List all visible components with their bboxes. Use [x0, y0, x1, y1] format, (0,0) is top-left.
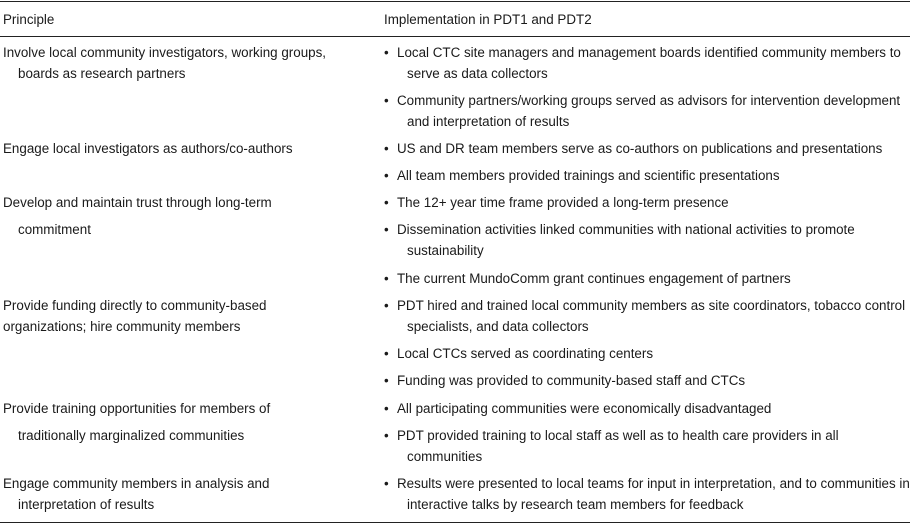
row-6-bullet-1 — [384, 473, 909, 515]
bullet-text: serve as data collectors — [407, 66, 548, 81]
bullet-text: Local CTC site managers and management boards identified community members to — [397, 45, 901, 60]
bullet-text: The current MundoComm grant continues engagement of partners — [397, 271, 791, 286]
principle-line: Provide funding directly to community-based — [3, 298, 267, 313]
bullet-text: interactive talks by research team members for feedback — [407, 497, 744, 512]
bullet-text: specialists, and data collectors — [407, 319, 589, 334]
row-1-principle — [3, 42, 363, 84]
row-1-bullet-1 — [384, 42, 909, 84]
bullet-text: US and DR team members serve as co-authors on publications and presentations — [397, 141, 883, 156]
row-4-principle — [3, 295, 363, 337]
bullet-text: Funding was provided to community-based staff and CTCs — [397, 373, 746, 388]
row-4-bullet-3 — [384, 370, 909, 391]
bullet-text: and interpretation of results — [407, 114, 570, 129]
bullet-dot: • — [384, 476, 389, 491]
bullet-dot: • — [384, 195, 389, 210]
principle-line: commitment — [18, 222, 91, 237]
bullet-text: Results were presented to local teams for input in interpretation, and to communities in — [397, 476, 910, 491]
bullet-dot: • — [384, 428, 389, 443]
bullet-dot: • — [384, 168, 389, 183]
bullet-text: Local CTCs served as coordinating centers — [397, 346, 654, 361]
principle-line: Provide training opportunities for members of — [3, 401, 271, 416]
bullet-dot: • — [384, 346, 389, 361]
column-header-implementation: Implementation in PDT1 and PDT2 — [384, 12, 592, 27]
row-3-principle — [3, 192, 363, 240]
principle-line: Involve local community investigators, working groups, — [3, 45, 327, 60]
bullet-text: The 12+ year time frame provided a long-term presence — [397, 195, 729, 210]
row-5-bullet-1 — [384, 398, 909, 419]
principle-line: Develop and maintain trust through long-term — [3, 195, 272, 210]
bullet-text: Community partners/working groups served as advisors for intervention development — [397, 93, 901, 108]
row-6-principle — [3, 473, 363, 515]
row-5-principle — [3, 398, 363, 446]
principle-line: traditionally marginalized communities — [18, 428, 245, 443]
principle-line: Engage local investigators as authors/co-authors — [3, 141, 293, 156]
table-header-rule — [0, 36, 910, 37]
bullet-dot: • — [384, 93, 389, 108]
principle-line: boards as research partners — [18, 66, 186, 81]
principle-line: interpretation of results — [18, 497, 155, 512]
bullet-dot: • — [384, 373, 389, 388]
bullet-dot: • — [384, 222, 389, 237]
row-5-bullet-2 — [384, 425, 909, 467]
bullet-dot: • — [384, 401, 389, 416]
bullet-dot: • — [384, 45, 389, 60]
bullet-text: sustainability — [407, 243, 484, 258]
row-2-principle — [3, 138, 363, 159]
bullet-text: communities — [407, 449, 483, 464]
row-1-bullet-2 — [384, 90, 909, 132]
bullet-text: All participating communities were economically disadvantaged — [397, 401, 772, 416]
bullet-text: PDT provided training to local staff as well as to health care providers in all — [397, 428, 839, 443]
row-2-bullet-1 — [384, 138, 909, 159]
principle-line: Engage community members in analysis and — [3, 476, 270, 491]
column-header-principle: Principle — [3, 12, 55, 27]
bullet-dot: • — [384, 141, 389, 156]
principle-line: organizations; hire community members — [3, 319, 241, 334]
bullet-dot: • — [384, 271, 389, 286]
bullet-text: All team members provided trainings and scientific presentations — [397, 168, 780, 183]
bullet-dot: • — [384, 298, 389, 313]
row-4-bullet-1 — [384, 295, 909, 337]
row-3-bullet-1 — [384, 192, 909, 213]
row-2-bullet-2 — [384, 165, 909, 186]
table-bottom-rule — [0, 522, 910, 523]
table-top-rule — [0, 1, 910, 2]
row-4-bullet-2 — [384, 343, 909, 364]
bullet-text: Dissemination activities linked communities with national activities to promote — [397, 222, 855, 237]
row-3-bullet-2 — [384, 219, 909, 261]
row-3-bullet-3 — [384, 268, 909, 289]
bullet-text: PDT hired and trained local community members as site coordinators, tobacco control — [397, 298, 906, 313]
